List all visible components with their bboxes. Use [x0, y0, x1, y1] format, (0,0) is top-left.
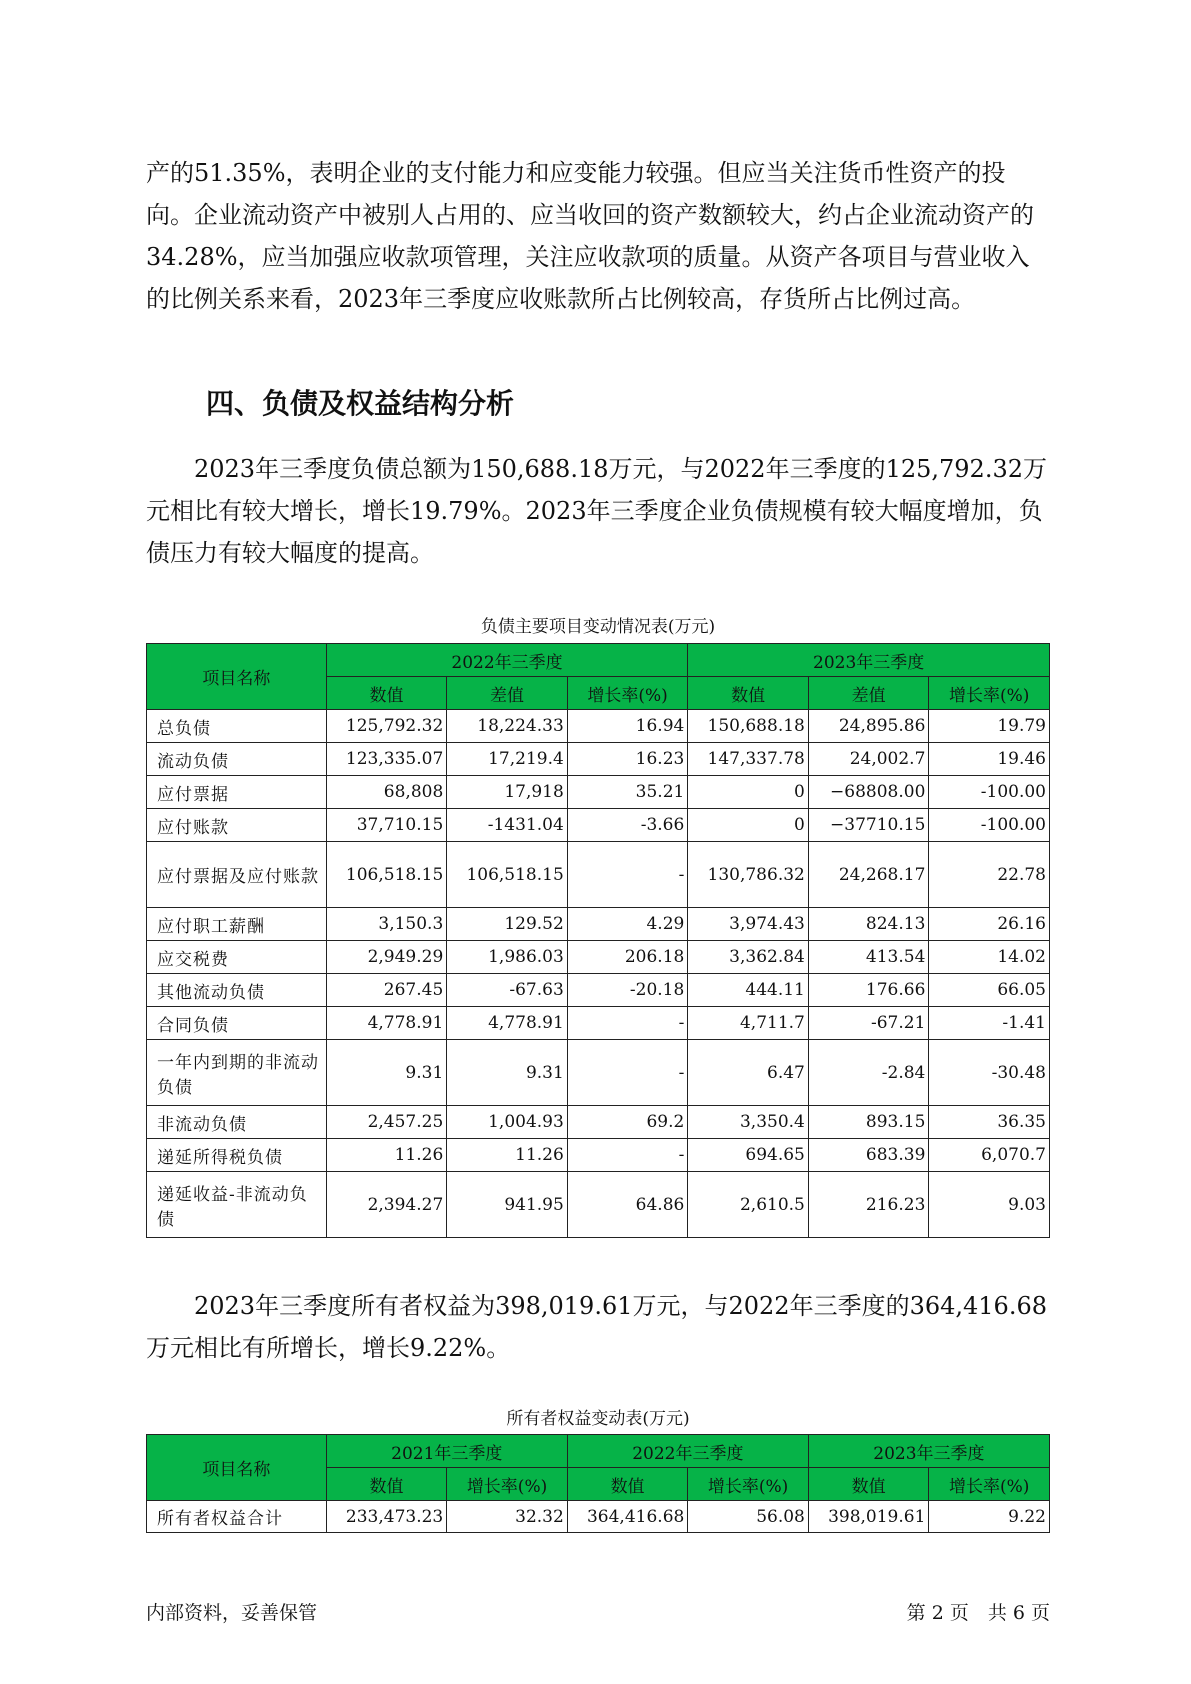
- row-item-name: 应付职工薪酬: [147, 908, 327, 941]
- table-row: [147, 1007, 1050, 1040]
- table-cell: -30.48: [929, 1040, 1050, 1106]
- paragraph-equity-summary: 2023年三季度所有者权益为398,019.61万元，与2022年三季度的364,416.68万元相比有所增长，增长9.22%。: [146, 1292, 1047, 1362]
- subheader-value: 数值: [808, 1468, 929, 1501]
- table-cell: -100.00: [929, 809, 1050, 842]
- table-row: [147, 1501, 1050, 1533]
- table-cell: 66.05: [929, 974, 1050, 1007]
- table-cell: 125,792.32: [326, 710, 447, 743]
- subheader-value: 数值: [326, 1468, 447, 1501]
- table-cell: 233,473.23: [326, 1501, 447, 1533]
- table2-caption: 所有者权益变动表(万元): [506, 1409, 690, 1429]
- table-cell: 176.66: [808, 974, 929, 1007]
- table-cell: 941.95: [447, 1172, 568, 1238]
- table-cell: -: [567, 1139, 688, 1172]
- table-cell: 824.13: [808, 908, 929, 941]
- header-period-2023: 2023年三季度: [808, 1435, 1049, 1468]
- document-page: [146, 0, 1050, 1684]
- row-item-name: 一年内到期的非流动负债: [147, 1040, 327, 1106]
- liability-table: [146, 643, 1050, 1238]
- table-cell: -100.00: [929, 776, 1050, 809]
- table-cell: 2,394.27: [326, 1172, 447, 1238]
- table-cell: 3,150.3: [326, 908, 447, 941]
- subheader-growth-rate: 增长率(%): [447, 1468, 568, 1501]
- table-cell: 2,610.5: [688, 1172, 809, 1238]
- table-cell: 9.31: [326, 1040, 447, 1106]
- header-period-2022: 2022年三季度: [567, 1435, 808, 1468]
- table-cell: 24,895.86: [808, 710, 929, 743]
- table-cell: 68,808: [326, 776, 447, 809]
- table-cell: 11.26: [447, 1139, 568, 1172]
- table-cell: -67.63: [447, 974, 568, 1007]
- subheader-difference: 差值: [808, 677, 929, 710]
- table-row: [147, 941, 1050, 974]
- table-cell: 9.22: [929, 1501, 1050, 1533]
- table-cell: 36.35: [929, 1106, 1050, 1139]
- table-cell: 9.03: [929, 1172, 1050, 1238]
- subheader-growth-rate: 增长率(%): [688, 1468, 809, 1501]
- table-cell: 106,518.15: [326, 842, 447, 908]
- table-cell: 206.18: [567, 941, 688, 974]
- table-row: [147, 1139, 1050, 1172]
- table-cell: 147,337.78: [688, 743, 809, 776]
- table-cell: 24,002.7: [808, 743, 929, 776]
- table-cell: 893.15: [808, 1106, 929, 1139]
- table-cell: 0: [688, 776, 809, 809]
- table-cell: 6.47: [688, 1040, 809, 1106]
- row-item-name: 所有者权益合计: [147, 1501, 327, 1533]
- row-item-name: 流动负债: [147, 743, 327, 776]
- table-row: [147, 908, 1050, 941]
- table-cell: -3.66: [567, 809, 688, 842]
- table-cell: 16.23: [567, 743, 688, 776]
- table-cell: 4.29: [567, 908, 688, 941]
- subheader-value: 数值: [688, 677, 809, 710]
- table1-caption: 负债主要项目变动情况表(万元): [480, 617, 716, 637]
- table-cell: 1,004.93: [447, 1106, 568, 1139]
- table-cell: 3,362.84: [688, 941, 809, 974]
- table-cell: -20.18: [567, 974, 688, 1007]
- row-item-name: 应付票据: [147, 776, 327, 809]
- header-period-2021: 2021年三季度: [326, 1435, 567, 1468]
- table-cell: 37,710.15: [326, 809, 447, 842]
- table-cell: -: [567, 1040, 688, 1106]
- equity-table: [146, 1434, 1050, 1533]
- table-cell: 35.21: [567, 776, 688, 809]
- table-cell: 2,457.25: [326, 1106, 447, 1139]
- row-item-name: 总负债: [147, 710, 327, 743]
- subheader-growth-rate: 增长率(%): [567, 677, 688, 710]
- header-period-2022: 2022年三季度: [326, 644, 688, 677]
- table-cell: 32.32: [447, 1501, 568, 1533]
- table-cell: 1,986.03: [447, 941, 568, 974]
- subheader-value: 数值: [567, 1468, 688, 1501]
- header-item-name: 项目名称: [147, 644, 327, 710]
- footer-confidential-note: 内部资料，妥善保管: [146, 1602, 318, 1624]
- header-item-name: 项目名称: [147, 1435, 327, 1501]
- table-cell: 106,518.15: [447, 842, 568, 908]
- footer-page-number: 第 2 页 共 6 页: [906, 1602, 1050, 1624]
- row-item-name: 其他流动负债: [147, 974, 327, 1007]
- subheader-value: 数值: [326, 677, 447, 710]
- table-row: [147, 710, 1050, 743]
- table-cell: 6,070.7: [929, 1139, 1050, 1172]
- section-heading: 四、负债及权益结构分析: [206, 387, 515, 420]
- table-cell: -67.21: [808, 1007, 929, 1040]
- table-row: [147, 1172, 1050, 1238]
- table-cell: 130,786.32: [688, 842, 809, 908]
- table-cell: 19.46: [929, 743, 1050, 776]
- row-item-name: 递延收益-非流动负债: [147, 1172, 327, 1238]
- table-cell: −68808.00: [808, 776, 929, 809]
- table-cell: 3,350.4: [688, 1106, 809, 1139]
- table-row: [147, 1106, 1050, 1139]
- header-period-2023: 2023年三季度: [688, 644, 1050, 677]
- table-cell: -2.84: [808, 1040, 929, 1106]
- subheader-difference: 差值: [447, 677, 568, 710]
- table-cell: 150,688.18: [688, 710, 809, 743]
- table-cell: 19.79: [929, 710, 1050, 743]
- row-item-name: 应付账款: [147, 809, 327, 842]
- row-item-name: 递延所得税负债: [147, 1139, 327, 1172]
- table-cell: 4,778.91: [447, 1007, 568, 1040]
- table-cell: 18,224.33: [447, 710, 568, 743]
- table-cell: 9.31: [447, 1040, 568, 1106]
- table-cell: 413.54: [808, 941, 929, 974]
- table-cell: 694.65: [688, 1139, 809, 1172]
- table-row: [147, 809, 1050, 842]
- table-cell: 69.2: [567, 1106, 688, 1139]
- paragraph-liability-summary: 2023年三季度负债总额为150,688.18万元，与2022年三季度的125,792.32万元相比有较大增长，增长19.79%。2023年三季度企业负债规模有较大幅度增加，负债压力有较大幅度的提高。: [146, 455, 1047, 567]
- table-cell: 24,268.17: [808, 842, 929, 908]
- table-row: [147, 776, 1050, 809]
- table-cell: 2,949.29: [326, 941, 447, 974]
- table-row: [147, 743, 1050, 776]
- row-item-name: 应付票据及应付账款: [147, 842, 327, 908]
- paragraph-asset-analysis: 产的51.35%，表明企业的支付能力和应变能力较强。但应当关注货币性资产的投向。企业流动资产中被别人占用的、应当收回的资产数额较大，约占企业流动资产的34.28%，应当加强应收款项管理，关注应收款项的质量。从资产各项目与营业收入的比例关系来看，2023年三季度应收账款所占比例较高，存货所占比例过高。: [146, 159, 1034, 313]
- table-cell: 683.39: [808, 1139, 929, 1172]
- table-cell: -: [567, 842, 688, 908]
- table-cell: 16.94: [567, 710, 688, 743]
- table-cell: 11.26: [326, 1139, 447, 1172]
- table-cell: -1431.04: [447, 809, 568, 842]
- row-item-name: 应交税费: [147, 941, 327, 974]
- table-cell: 4,778.91: [326, 1007, 447, 1040]
- table-cell: -1.41: [929, 1007, 1050, 1040]
- subheader-growth-rate: 增长率(%): [929, 1468, 1050, 1501]
- table-cell: 14.02: [929, 941, 1050, 974]
- table-cell: 22.78: [929, 842, 1050, 908]
- row-item-name: 合同负债: [147, 1007, 327, 1040]
- subheader-growth-rate: 增长率(%): [929, 677, 1050, 710]
- table-cell: -: [567, 1007, 688, 1040]
- table-row: [147, 842, 1050, 908]
- row-item-name: 非流动负债: [147, 1106, 327, 1139]
- table-cell: 364,416.68: [567, 1501, 688, 1533]
- table-cell: 267.45: [326, 974, 447, 1007]
- table-cell: 56.08: [688, 1501, 809, 1533]
- table-cell: 17,918: [447, 776, 568, 809]
- table-cell: 17,219.4: [447, 743, 568, 776]
- table-row: [147, 1040, 1050, 1106]
- table-cell: 129.52: [447, 908, 568, 941]
- table-cell: 4,711.7: [688, 1007, 809, 1040]
- table-cell: 0: [688, 809, 809, 842]
- table-cell: 398,019.61: [808, 1501, 929, 1533]
- table-cell: 216.23: [808, 1172, 929, 1238]
- table-row: [147, 974, 1050, 1007]
- table-cell: 3,974.43: [688, 908, 809, 941]
- table-cell: 123,335.07: [326, 743, 447, 776]
- table-cell: −37710.15: [808, 809, 929, 842]
- table-cell: 64.86: [567, 1172, 688, 1238]
- table-cell: 444.11: [688, 974, 809, 1007]
- table-cell: 26.16: [929, 908, 1050, 941]
